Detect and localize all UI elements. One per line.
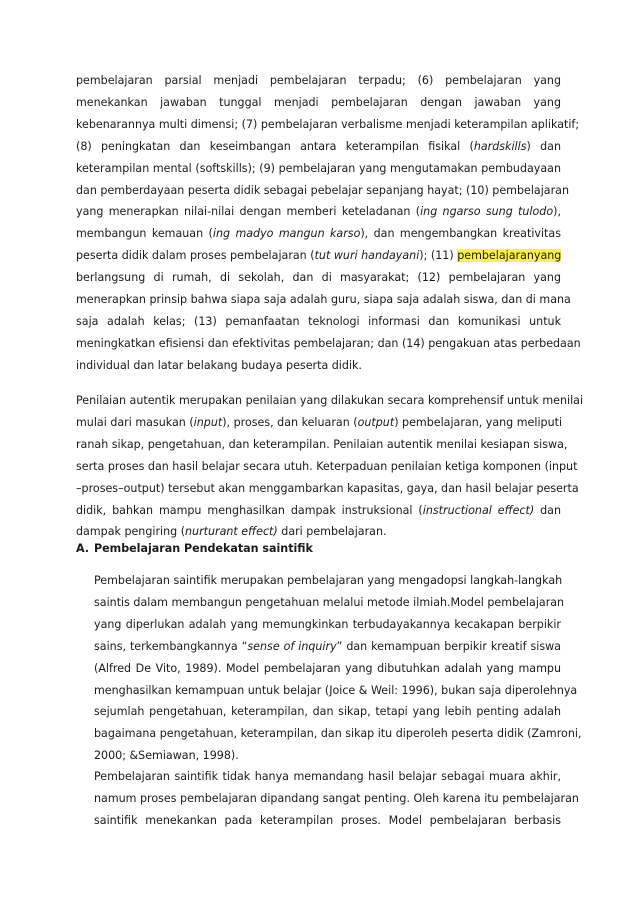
text-line bbox=[76, 437, 568, 453]
section-heading bbox=[76, 541, 313, 557]
text-line bbox=[76, 73, 561, 89]
text-line bbox=[76, 393, 584, 409]
text-segment: saintis dalam membangun pengetahuan melalui metode ilmiah.Model pembelajaran bbox=[94, 595, 565, 609]
italic-text: input bbox=[193, 415, 223, 429]
text-line bbox=[76, 336, 581, 352]
text-line bbox=[76, 481, 579, 497]
italic-text: nurturant effect) bbox=[185, 525, 278, 539]
section-title: Pembelajaran Pendekatan saintifik bbox=[94, 542, 313, 555]
text-line bbox=[94, 639, 561, 655]
text-segment: dampak pengiring ( bbox=[76, 525, 186, 539]
text-segment: ) pembelajaran, yang meliputi bbox=[394, 415, 563, 429]
text-line bbox=[76, 248, 561, 264]
text-line bbox=[94, 769, 561, 785]
italic-text: ing ngarso sung tulodo bbox=[420, 205, 554, 219]
text-segment: sains, terkembangkannya “ bbox=[94, 639, 248, 653]
text-segment: kebenarannya multi dimensi; (7) pembelajaran verbalisme menjadi keterampilan aplikatif; bbox=[76, 117, 580, 131]
text-line bbox=[94, 595, 565, 611]
italic-text: tut wuri handayani bbox=[314, 249, 420, 263]
text-segment: saja adalah kelas; (13) pemanfaatan teknologi informasi dan komunikasi untuk bbox=[76, 314, 561, 328]
text-segment: 2000; &Semiawan, 1998). bbox=[94, 749, 239, 763]
text-segment: menekankan jawaban tunggal menjadi pembelajaran dengan jawaban yang bbox=[76, 95, 561, 109]
text-segment: yang diperlukan adalah yang memungkinkan terbudayakannya kecakapan berpikir bbox=[94, 617, 561, 631]
text-segment: pembelajaran parsial menjadi pembelajaran terpadu; (6) pembelajaran yang bbox=[76, 74, 561, 87]
text-line bbox=[76, 95, 561, 111]
italic-text: ing madyo mangun karso bbox=[212, 227, 361, 241]
text-segment: peserta didik dalam proses pembelajaran ( bbox=[76, 249, 315, 263]
text-line bbox=[94, 661, 561, 677]
text-segment: menerapkan prinsip bahwa siapa saja adalah guru, siapa saja adalah siswa, dan di mana bbox=[76, 293, 571, 306]
section-marker: A. bbox=[76, 542, 90, 555]
text-line bbox=[76, 270, 561, 286]
text-line bbox=[94, 704, 561, 720]
text-segment: individual dan latar belakang budaya peserta didik. bbox=[76, 358, 362, 372]
italic-text: instructional effect) bbox=[422, 503, 535, 517]
text-segment: sejumlah pengetahuan, keterampilan, dan sikap, tetapi yang lebih penting adalah bbox=[94, 705, 561, 719]
text-line bbox=[94, 617, 561, 633]
text-line bbox=[76, 226, 561, 242]
text-segment: (8) peningkatan dan keseimbangan antara keterampilan fisikal ( bbox=[76, 139, 474, 153]
text-segment: Pembelajaran saintifik merupakan pembelajaran yang mengadopsi langkah-langkah bbox=[94, 574, 563, 587]
text-segment: –proses–output) tersebut akan menggambarkan kapasitas, gaya, dan hasil belajar peserta bbox=[76, 481, 579, 495]
text-line bbox=[76, 183, 570, 199]
text-segment: didik, bahkan mampu menghasilkan dampak instruksional ( bbox=[76, 503, 423, 517]
text-line bbox=[76, 161, 561, 177]
text-segment: namum proses pembelajaran dipandang sangat penting. Oleh karena itu pembelajaran bbox=[94, 791, 579, 805]
text-line bbox=[94, 683, 578, 699]
text-segment: ); (11) bbox=[419, 249, 458, 263]
text-segment: menghasilkan kemampuan untuk belajar (Joice & Weil: 1996), bukan saja diperolehnya bbox=[94, 683, 578, 697]
text-segment: ), dan mengembangkan kreativitas bbox=[360, 227, 561, 241]
text-segment: dari pembelajaran. bbox=[277, 525, 387, 539]
text-segment: ), bbox=[553, 205, 561, 219]
text-segment: (Alfred De Vito, 1989). Model pembelajaran yang dibutuhkan adalah yang mampu bbox=[94, 661, 561, 675]
text-segment: ) dan bbox=[526, 139, 561, 153]
text-segment: bagaimana pengetahuan, keterampilan, dan sikap itu diperoleh peserta didik (Zamroni, bbox=[94, 727, 582, 741]
text-segment: ), proses, dan keluaran ( bbox=[222, 415, 358, 429]
text-line bbox=[94, 573, 561, 589]
italic-text: hardskills bbox=[473, 139, 527, 153]
text-segment: berlangsung di rumah, di sekolah, dan di masyarakat; (12) pembelajaran yang bbox=[76, 271, 561, 285]
text-segment: mulai dari masukan ( bbox=[76, 415, 194, 429]
text-segment: dan pemberdayaan peserta didik sebagai pebelajar sepanjang hayat; (10) pembelajaran bbox=[76, 183, 570, 197]
text-line bbox=[76, 524, 561, 540]
text-segment: membangun kemauan ( bbox=[76, 227, 213, 241]
text-line bbox=[76, 358, 561, 374]
text-line bbox=[76, 415, 561, 431]
text-segment: keterampilan mental (softskills); (9) pembelajaran yang mengutamakan pembudayaan bbox=[76, 161, 561, 175]
text-line bbox=[76, 503, 561, 519]
text-segment: serta proses dan hasil belajar secara utuh. Keterpaduan penilaian ketiga komponen (input bbox=[76, 459, 578, 473]
italic-text: sense of inquiry bbox=[247, 639, 337, 653]
text-line bbox=[94, 813, 561, 829]
text-line bbox=[94, 791, 579, 807]
text-segment: ranah sikap, pengetahuan, dan keterampilan. Penilaian autentik menilai kesiapan siswa, bbox=[76, 437, 568, 451]
text-line bbox=[76, 314, 561, 330]
highlighted-text: pembelajaranyang bbox=[457, 249, 562, 263]
italic-text: output bbox=[357, 415, 395, 429]
text-line bbox=[76, 117, 580, 133]
text-line bbox=[76, 459, 578, 475]
text-segment: saintifik menekankan pada keterampilan proses. Model pembelajaran berbasis bbox=[94, 813, 561, 827]
text-line bbox=[76, 292, 571, 308]
text-segment: yang menerapkan nilai-nilai dengan memberi keteladanan ( bbox=[76, 205, 421, 219]
text-line bbox=[94, 748, 561, 764]
text-segment: meningkatkan efisiensi dan efektivitas pembelajaran; dan (14) pengakuan atas perbedaan bbox=[76, 336, 581, 350]
text-line bbox=[76, 204, 561, 220]
text-line bbox=[76, 139, 561, 155]
text-segment: Penilaian autentik merupakan penilaian yang dilakukan secara komprehensif untuk menilai bbox=[76, 394, 584, 407]
text-segment: Pembelajaran saintifik tidak hanya memandang hasil belajar sebagai muara akhir, bbox=[94, 770, 561, 783]
text-line bbox=[94, 726, 582, 742]
text-segment: dan bbox=[534, 503, 561, 517]
text-segment: ” dan kemampuan berpikir kreatif siswa bbox=[336, 639, 561, 653]
